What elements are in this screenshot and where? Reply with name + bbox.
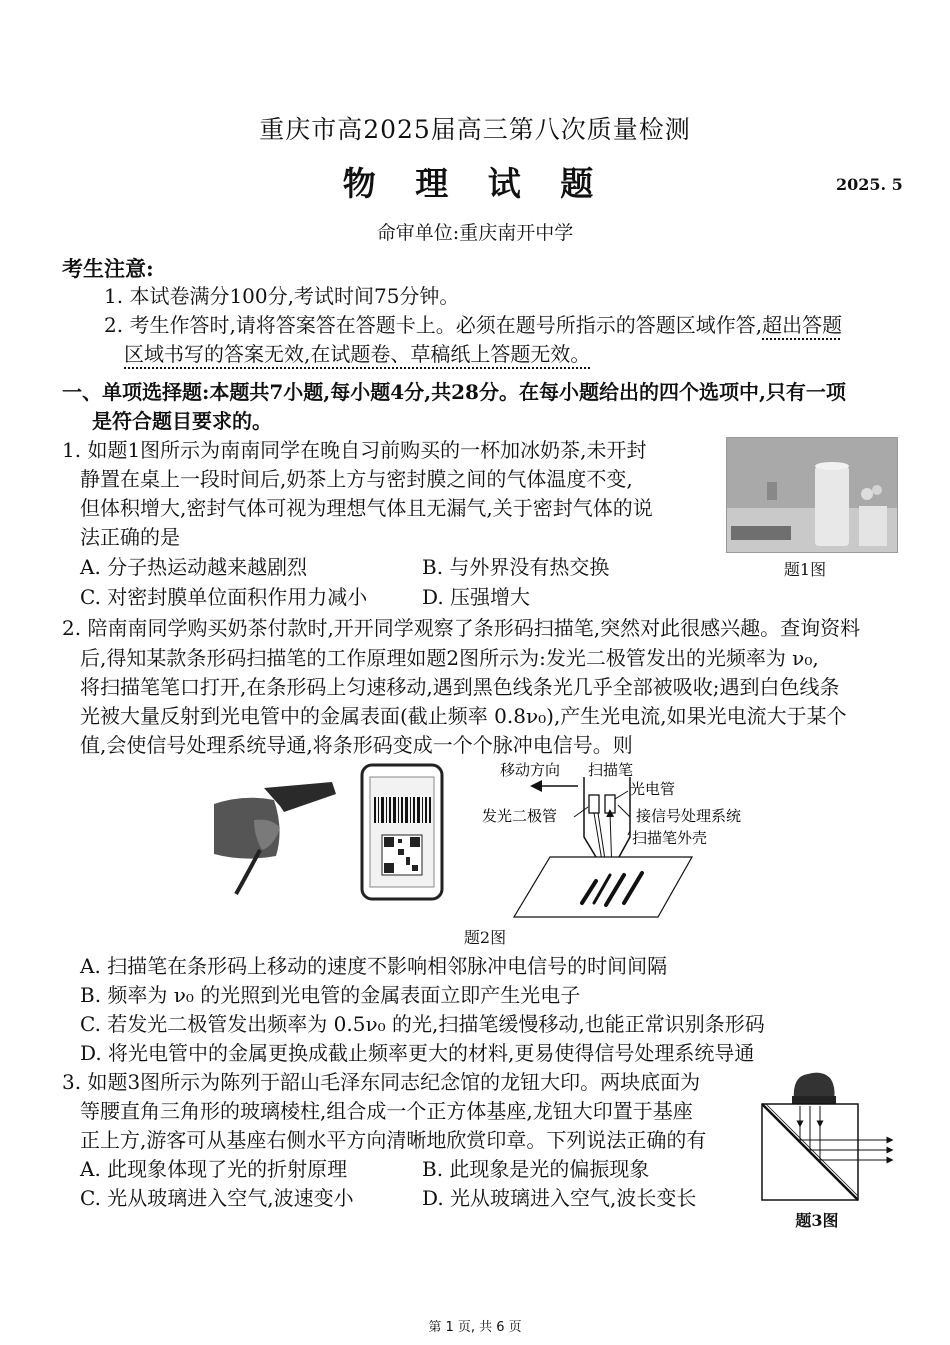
notice-item-2 [104, 311, 842, 340]
q3-line-3: 正上方,游客可从基座右侧水平方向清晰地欣赏印章。下列说法正确的有 [80, 1128, 707, 1152]
q3-option-c: C. 光从玻璃进入空气,波速变小 [80, 1186, 354, 1210]
q1-option-c: C. 对密封膜单位面积作用力减小 [80, 585, 368, 609]
notice-emphasis-1: 超出答题 [762, 313, 843, 337]
q3-option-d: D. 光从玻璃进入空气,波长变长 [422, 1186, 697, 1210]
section-heading: 一、单项选择题:本题共7小题,每小题4分,共28分。在每小题给出的四个选项中,只有一项 [62, 380, 846, 404]
q3-line-1: 3. 如题3图所示为陈列于韶山毛泽东同志纪念馆的龙钮大印。两块底面为 [62, 1070, 701, 1094]
setter-unit: 命审单位:重庆南开中学 [376, 222, 574, 244]
q3-option-a: A. 此现象体现了光的折射原理 [80, 1157, 348, 1181]
q3-option-b: B. 此现象是光的偏振现象 [422, 1157, 650, 1181]
label-led: 发光二极管 [482, 807, 558, 825]
q1-line-4: 法正确的是 [80, 525, 180, 549]
notice-heading: 考生注意: [62, 256, 154, 281]
q2-option-b: B. 频率为 ν₀ 的光照到光电管的金属表面立即产生光电子 [80, 983, 581, 1007]
q2-line-2: 后,得知某款条形码扫描笔的工作原理如题2图所示为:发光二极管发出的光频率为 ν₀, [80, 646, 819, 670]
page-footer: 第 1 页, 共 6 页 [428, 1320, 522, 1335]
q1-line-1: 1. 如题1图所示为南南同学在晚自习前购买的一杯加冰奶茶,未开封 [62, 438, 647, 462]
q2-scanner-photo [214, 770, 339, 895]
q1-option-d: D. 压强增大 [422, 585, 531, 609]
q2-option-a: A. 扫描笔在条形码上移动的速度不影响相邻脉冲电信号的时间间隔 [80, 954, 668, 978]
q3-line-2: 等腰直角三角形的玻璃棱柱,组合成一个正方体基座,龙钮大印置于基座 [80, 1099, 693, 1123]
label-signal-system: 接信号处理系统 [636, 807, 742, 825]
label-pen-shell: 扫描笔外壳 [632, 829, 708, 847]
notice-item-2-cont: 区域书写的答案无效,在试题卷、草稿纸上答题无效。 [124, 342, 591, 366]
q2-figure-caption: 题2图 [463, 928, 507, 947]
q1-line-2: 静置在桌上一段时间后,奶茶上方与密封膜之间的气体温度不变, [80, 467, 633, 491]
q1-option-a: A. 分子热运动越来越剧烈 [80, 555, 308, 579]
label-move-direction: 移动方向 [500, 761, 561, 779]
q2-line-4: 光被大量反射到光电管中的金属表面(截止频率 0.8ν₀),产生光电流,如果光电流大于某个 [80, 704, 847, 728]
q1-option-b: B. 与外界没有热交换 [422, 555, 610, 579]
label-phototube: 光电管 [630, 780, 676, 798]
notice-item-2-text: 2. 考生作答时,请将答案答在答题卡上。必须在题号所指示的答题区域作答, [104, 313, 763, 337]
q1-figure-caption: 题1图 [783, 560, 827, 579]
q1-line-3: 但体积增大,密封气体可视为理想气体且无漏气,关于密封气体的说 [80, 496, 653, 520]
exam-series-title: 重庆市高2025届高三第八次质量检测 [259, 115, 691, 144]
q2-option-c: C. 若发光二极管发出频率为 0.5ν₀ 的光,扫描笔缓慢移动,也能正常识别条形码 [80, 1012, 765, 1036]
q2-line-3: 将扫描笔笔口打开,在条形码上匀速移动,遇到黑色线条光几乎全部被吸收;遇到白色线条 [80, 675, 840, 699]
q1-milk-tea-photo [726, 437, 898, 553]
q2-phone-photo [358, 763, 448, 903]
q2-option-d: D. 将光电管中的金属更换成截止频率更大的材料,更易使得信号处理系统导通 [80, 1041, 755, 1065]
q3-prism-diagram [758, 1070, 898, 1206]
exam-date: 2025. 5 [836, 175, 903, 194]
section-heading-cont: 是符合题目要求的。 [92, 409, 272, 433]
paper-title: 物 理 试 题 [342, 164, 608, 203]
q2-line-5: 值,会使信号处理系统导通,将条形码变成一个个脉冲电信号。则 [80, 733, 633, 757]
q2-line-1: 2. 陪南南同学购买奶茶付款时,开开同学观察了条形码扫描笔,突然对此很感兴趣。查询资料 [62, 616, 861, 640]
q2-scanner-diagram [478, 757, 778, 922]
notice-item-1: 1. 本试卷满分100分,考试时间75分钟。 [104, 284, 460, 308]
label-scan-pen: 扫描笔 [588, 761, 634, 779]
q3-figure-caption: 题3图 [795, 1211, 839, 1230]
